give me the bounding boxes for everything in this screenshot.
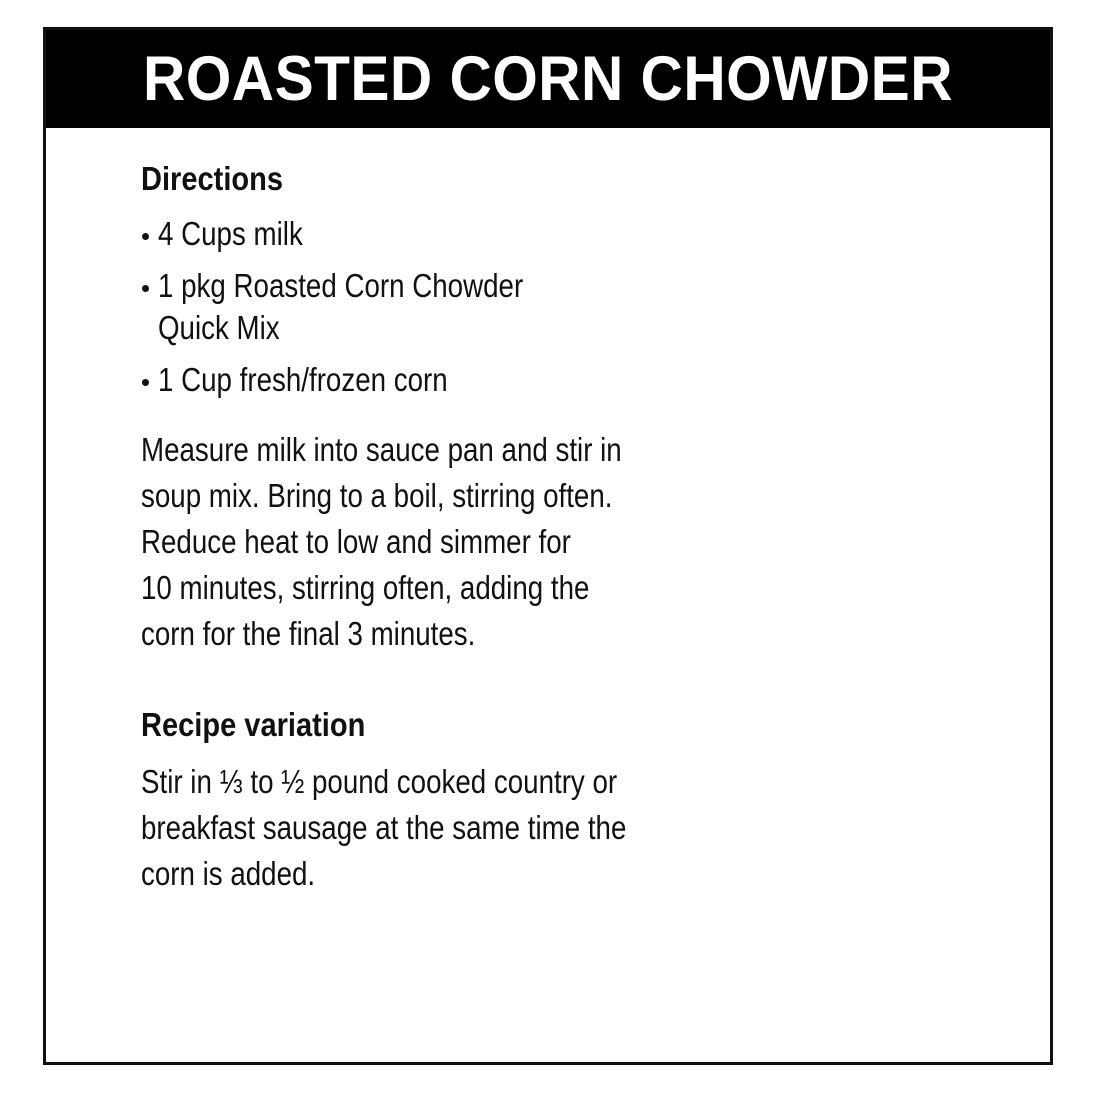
title-bar	[46, 30, 1050, 128]
variation-paragraph	[141, 759, 761, 897]
variation-line: Stir in ⅓ to ½ pound cooked country or	[141, 763, 618, 800]
instruction-line: Measure milk into sauce pan and stir in	[141, 431, 622, 468]
ingredient-line: Quick Mix	[158, 309, 280, 346]
directions-heading-text: Directions	[141, 160, 284, 197]
instructions-paragraph	[141, 427, 761, 657]
ingredient-line: 1 Cup fresh/frozen corn	[158, 361, 448, 398]
recipe-card	[43, 27, 1053, 1065]
variation-heading	[141, 702, 761, 747]
ingredient-item	[141, 359, 761, 401]
instruction-line: 10 minutes, stirring often, adding the	[141, 569, 590, 606]
variation-heading-text: Recipe variation	[141, 706, 366, 743]
instruction-line: Reduce heat to low and simmer for	[141, 523, 571, 560]
directions-heading	[141, 156, 761, 201]
variation-line: breakfast sausage at the same time the	[141, 809, 627, 846]
recipe-content	[141, 156, 761, 897]
recipe-title: ROASTED CORN CHOWDER	[142, 44, 954, 114]
ingredient-line: 4 Cups milk	[158, 215, 303, 252]
ingredient-item	[141, 265, 761, 349]
ingredient-list	[141, 213, 761, 401]
instruction-line: soup mix. Bring to a boil, stirring often.	[141, 477, 613, 514]
variation-line: corn is added.	[141, 855, 316, 892]
ingredient-item	[141, 213, 761, 255]
ingredient-line: 1 pkg Roasted Corn Chowder	[158, 267, 524, 304]
instruction-line: corn for the final 3 minutes.	[141, 615, 476, 652]
